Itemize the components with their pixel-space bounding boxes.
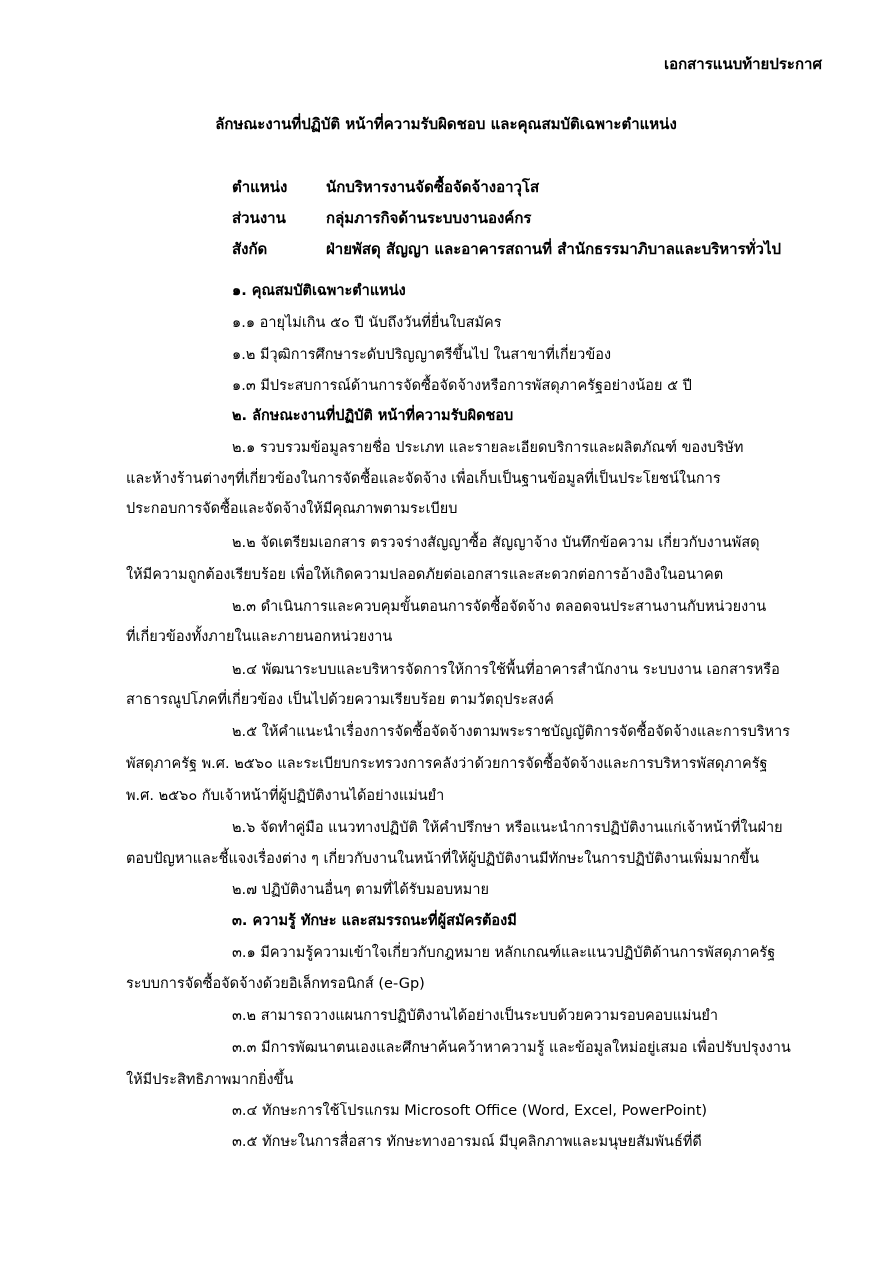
- item-2-3-line-2: ที่เกี่ยวข้องทั้งภายในและภายนอกหน่วยงาน: [126, 629, 393, 645]
- info-position-label: ตำแหน่ง: [232, 178, 288, 196]
- item-2-5-line-2: พัสดุภาครัฐ พ.ศ. ๒๕๖๐ และระเบียบกระทรวงการคลังว่าด้วยการจัดซื้อจัดจ้างและการบริหารพัสดุภาครัฐ: [126, 756, 768, 772]
- info-unit-label: ส่วนงาน: [232, 209, 286, 227]
- item-2-5-line-3: พ.ศ. ๒๕๖๐ กับเจ้าหน้าที่ผู้ปฏิบัติงานได้อย่างแม่นยำ: [126, 788, 445, 804]
- item-2-1-line-1: ๒.๑ รวบรวมข้อมูลรายชื่อ ประเภท และรายละเอียดบริการและผลิตภัณฑ์ ของบริษัท: [232, 440, 744, 456]
- info-position: [232, 175, 539, 199]
- attachment-label: เอกสารแนบท้ายประกาศ: [663, 55, 822, 73]
- section-1-heading: ๑. คุณสมบัติเฉพาะตำแหน่ง: [232, 283, 406, 299]
- item-2-1-line-2: และห้างร้านต่างๆที่เกี่ยวข้องในการจัดซื้อและจัดจ้าง เพื่อเก็บเป็นฐานข้อมูลที่เป็นประโยชน์ในการ: [126, 471, 721, 487]
- item-2-4-line-1: ๒.๔ พัฒนาระบบและบริหารจัดการให้การใช้พื้นที่อาคารสำนักงาน ระบบงาน เอกสารหรือ: [232, 662, 780, 678]
- info-position-value: นักบริหารงานจัดซื้อจัดจ้างอาวุโส: [326, 178, 540, 196]
- item-2-5-line-1: ๒.๕ ให้คำแนะนำเรื่องการจัดซื้อจัดจ้างตามพระราชบัญญัติการจัดซื้อจัดจ้างและการบริหาร: [232, 724, 791, 740]
- item-3-5: ๓.๕ ทักษะในการสื่อสาร ทักษะทางอารมณ์ มีบุคลิกภาพและมนุษยสัมพันธ์ที่ดี: [232, 1134, 702, 1150]
- item-2-3-line-1: ๒.๓ ดำเนินการและควบคุมขั้นตอนการจัดซื้อจัดจ้าง ตลอดจนประสานงานกับหน่วยงาน: [232, 599, 767, 615]
- item-2-6-line-1: ๒.๖ จัดทำคู่มือ แนวทางปฏิบัติ ให้คำปรึกษา หรือแนะนำการปฏิบัติงานแก่เจ้าหน้าที่ในฝ่าย: [232, 820, 783, 836]
- item-2-1-line-3: ประกอบการจัดซื้อและจัดจ้างให้มีคุณภาพตามระเบียบ: [126, 501, 458, 517]
- item-3-3-line-1: ๓.๓ มีการพัฒนาตนเองและศึกษาค้นคว้าหาความรู้ และข้อมูลใหม่อยู่เสมอ เพื่อปรับปรุงงาน: [232, 1040, 791, 1056]
- info-affiliation-value: ฝ่ายพัสดุ สัญญา และอาคารสถานที่ สำนักธรรมาภิบาลและบริหารทั่วไป: [326, 240, 782, 258]
- info-unit: [232, 206, 531, 230]
- item-2-7: ๒.๗ ปฏิบัติงานอื่นๆ ตามที่ได้รับมอบหมาย: [232, 882, 489, 898]
- item-1-3: ๑.๓ มีประสบการณ์ด้านการจัดซื้อจัดจ้างหรือการพัสดุภาครัฐอย่างน้อย ๕ ปี: [232, 378, 692, 394]
- item-3-1-line-1: ๓.๑ มีความรู้ความเข้าใจเกี่ยวกับกฎหมาย หลักเกณฑ์และแนวปฏิบัติด้านการพัสดุภาครัฐ: [232, 945, 776, 961]
- item-3-4: ๓.๔ ทักษะการใช้โปรแกรม Microsoft Office (Word, Excel, PowerPoint): [232, 1103, 708, 1119]
- section-2-heading: ๒. ลักษณะงานที่ปฏิบัติ หน้าที่ความรับผิดชอบ: [232, 408, 514, 424]
- item-3-3-line-2: ให้มีประสิทธิภาพมากยิ่งขึ้น: [126, 1072, 294, 1088]
- info-unit-value: กลุ่มภารกิจด้านระบบงานองค์กร: [326, 209, 532, 227]
- item-1-1: ๑.๑ อายุไม่เกิน ๕๐ ปี นับถึงวันที่ยื่นใบสมัคร: [232, 315, 502, 331]
- info-affiliation: [232, 237, 781, 261]
- item-2-2-line-1: ๒.๒ จัดเตรียมเอกสาร ตรวจร่างสัญญาซื้อ สัญญาจ้าง บันทึกข้อความ เกี่ยวกับงานพัสดุ: [232, 535, 760, 551]
- item-1-2: ๑.๒ มีวุฒิการศึกษาระดับปริญญาตรีขึ้นไป ในสาขาที่เกี่ยวข้อง: [232, 347, 612, 363]
- item-3-1-line-2: ระบบการจัดซื้อจัดจ้างด้วยอิเล็กทรอนิกส์ (e-Gp): [126, 976, 425, 992]
- item-3-2: ๓.๒ สามารถวางแผนการปฏิบัติงานได้อย่างเป็นระบบด้วยความรอบคอบแม่นยำ: [232, 1008, 719, 1024]
- document-title: ลักษณะงานที่ปฏิบัติ หน้าที่ความรับผิดชอบ และคุณสมบัติเฉพาะตำแหน่ง: [215, 115, 677, 133]
- section-3-heading: ๓. ความรู้ ทักษะ และสมรรถนะที่ผู้สมัครต้องมี: [232, 913, 517, 929]
- item-2-4-line-2: สาธารณูปโภคที่เกี่ยวข้อง เป็นไปด้วยความเรียบร้อย ตามวัตถุประสงค์: [126, 692, 554, 708]
- item-2-2-line-2: ให้มีความถูกต้องเรียบร้อย เพื่อให้เกิดความปลอดภัยต่อเอกสารและสะดวกต่อการอ้างอิงในอนาคต: [126, 567, 724, 583]
- info-affiliation-label: สังกัด: [232, 240, 268, 258]
- item-2-6-line-2: ตอบปัญหาและชี้แจงเรื่องต่าง ๆ เกี่ยวกับงานในหน้าที่ให้ผู้ปฏิบัติงานมีทักษะในการปฏิบัติงานเพิ่มมากขึ้น: [126, 851, 760, 867]
